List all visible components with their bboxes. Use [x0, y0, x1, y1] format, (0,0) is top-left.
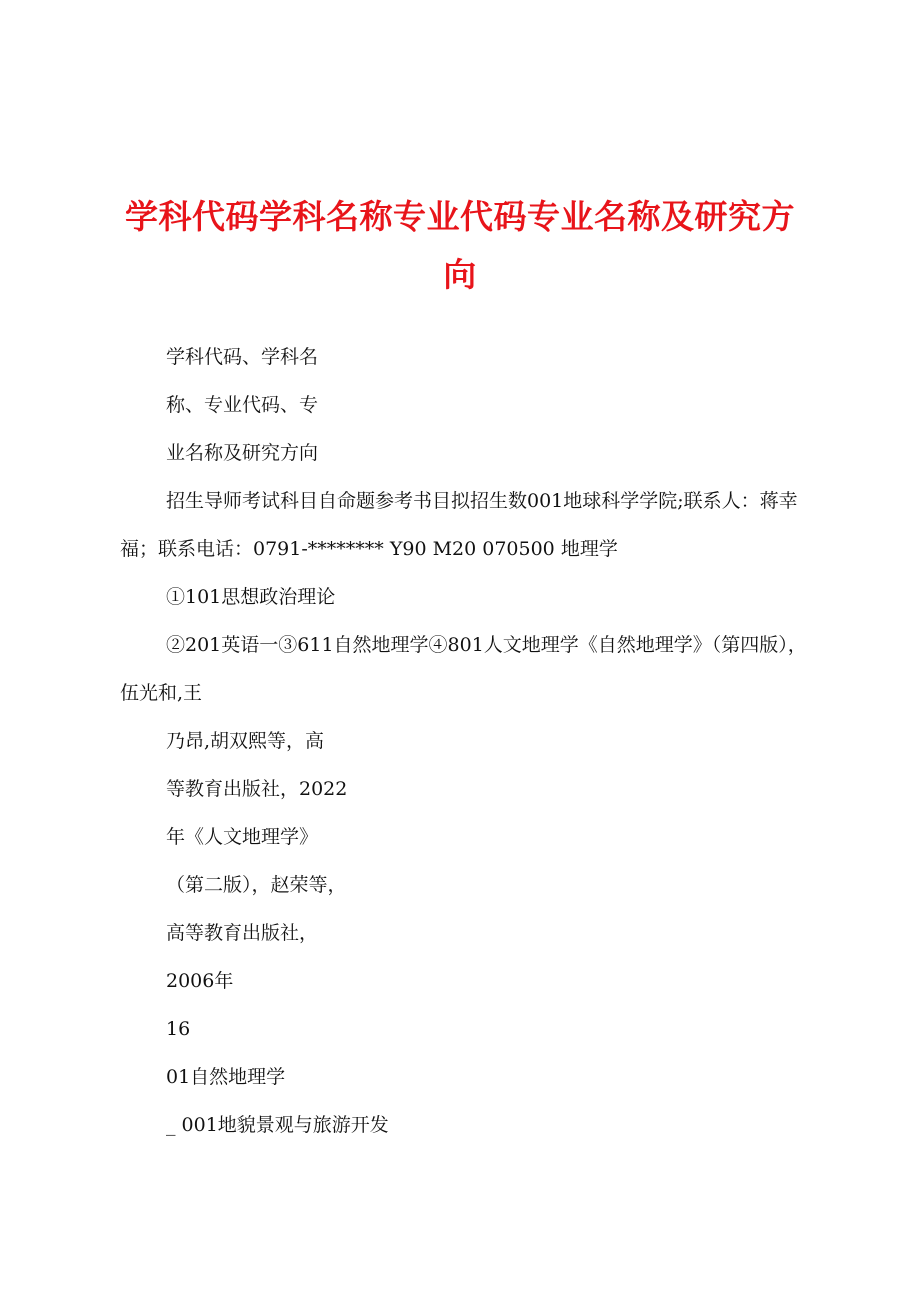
paragraph: 业名称及研究方向: [166, 442, 319, 464]
paragraph: ②201英语一③611自然地理学④801人文地理学《自然地理学》（第四版），伍光和,王: [120, 634, 807, 704]
paragraph: 等教育出版社，2022: [166, 778, 348, 800]
paragraph: 2006年: [166, 970, 234, 992]
document-title: 学科代码学科名称专业代码专业名称及研究方向: [125, 197, 795, 294]
paragraph: ①101思想政治理论: [166, 586, 336, 608]
paragraph: 01自然地理学: [166, 1066, 286, 1088]
paragraph: _ 001地貌景观与旅游开发: [166, 1114, 389, 1136]
document-body: [120, 333, 810, 1149]
paragraph: 年《人文地理学》: [166, 826, 319, 848]
paragraph: 招生导师考试科目自命题参考书目拟招生数001地球科学学院;联系人：蒋幸福；联系电话：0791-******** Y90 M20 070500 地理学: [120, 490, 798, 560]
paragraph: 乃昂,胡双熙等，高: [166, 730, 325, 752]
paragraph: 称、专业代码、专: [166, 394, 319, 416]
paragraph: 高等教育出版社，: [166, 922, 319, 944]
paragraph: 学科代码、学科名: [166, 346, 319, 368]
paragraph: （第二版），赵荣等，: [166, 874, 347, 896]
paragraph: 16: [166, 1018, 191, 1040]
